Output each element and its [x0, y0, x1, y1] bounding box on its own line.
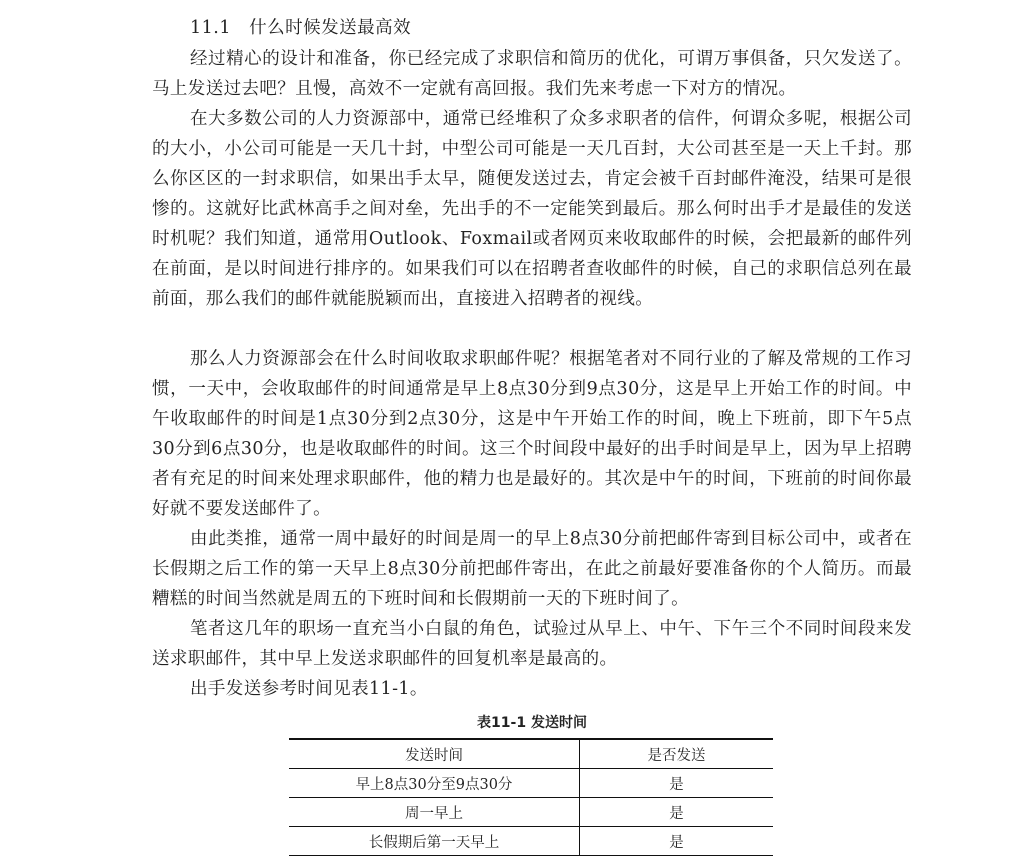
section-heading: [190, 14, 912, 42]
table-row: [289, 827, 773, 856]
table-cell: 周一早上: [289, 798, 580, 827]
table-cell: 早上8点30分至9点30分: [289, 769, 580, 798]
table-caption: 表11-1 发送时间: [477, 715, 587, 731]
table-cell: 是: [669, 776, 684, 793]
document-page: [152, 14, 912, 851]
table-row: [289, 798, 773, 827]
paragraph-hr-inbox: 在大多数公司的人力资源部中，通常已经堆积了众多求职者的信件，何谓众多呢，根据公司的大小，小公司可能是一天几十封，中型公司可能是一天几百封，大公司甚至是一天上千封。那么你区区的一封求职信，如果出手太早，随便发送过去，肯定会被千百封邮件淹没，结果可是很惨的。这就好比武林高手之间对垒，先出手的不一定能笑到最后。那么何时出手才是最佳的发送时机呢？我们知道，通常用Outlook、Foxmail或者网页来收取邮件的时候，会把最新的邮件列在前面，是以时间进行排序的。如果我们可以在招聘者查收邮件的时候，自己的求职信总列在最前面，那么我们的邮件就能脱颖而出，直接进入招聘者的视线。: [152, 109, 912, 309]
paragraph-weekly-times: 由此类推，通常一周中最好的时间是周一的早上8点30分前把邮件寄到目标公司中，或者在长假期之后工作的第一天早上8点30分前把邮件寄出，在此之前最好要准备你的个人简历。而最糟糕的时间当然就是周五的下班时间和长假期前一天的下班时间了。: [152, 529, 912, 609]
table-header-cell: 发送时间: [289, 739, 580, 769]
paragraph-daily-times: 那么人力资源部会在什么时间收取求职邮件呢？根据笔者对不同行业的了解及常规的工作习惯，一天中，会收取邮件的时间通常是早上8点30分到9点30分，这是早上开始工作的时间。中午收取邮件的时间是1点30分到2点30分，这是中午开始工作的时间，晚上下班前，即下午5点30分到6点30分，也是收取邮件的时间。这三个时间段中最好的出手时间是早上，因为早上招聘者有充足的时间来处理求职邮件，他的精力也是最好的。其次是中午的时间，下班前的时间你最好就不要发送邮件了。: [152, 349, 912, 519]
paragraph-spacer: [152, 314, 912, 344]
table-header-row: [289, 739, 773, 769]
table-header-cell: 是否发送: [647, 747, 706, 764]
paragraph-intro: 经过精心的设计和准备，你已经完成了求职信和简历的优化，可谓万事俱备，只欠发送了。马上发送过去吧？且慢，高效不一定就有高回报。我们先来考虑一下对方的情况。: [152, 49, 912, 99]
section-title: 什么时候发送最高效: [249, 18, 412, 38]
table-cell: 长假期后第一天早上: [289, 827, 580, 856]
send-time-table: [289, 738, 773, 856]
paragraph-table-ref: 出手发送参考时间见表11-1。: [190, 679, 428, 699]
table-cell: 是: [669, 834, 684, 851]
paragraph-experience: 笔者这几年的职场一直充当小白鼠的角色，试验过从早上、中午、下午三个不同时间段来发送求职邮件，其中早上发送求职邮件的回复机率是最高的。: [152, 619, 912, 669]
section-number: 11.1: [190, 18, 231, 38]
table-cell: 是: [669, 805, 684, 822]
table-row: [289, 769, 773, 798]
